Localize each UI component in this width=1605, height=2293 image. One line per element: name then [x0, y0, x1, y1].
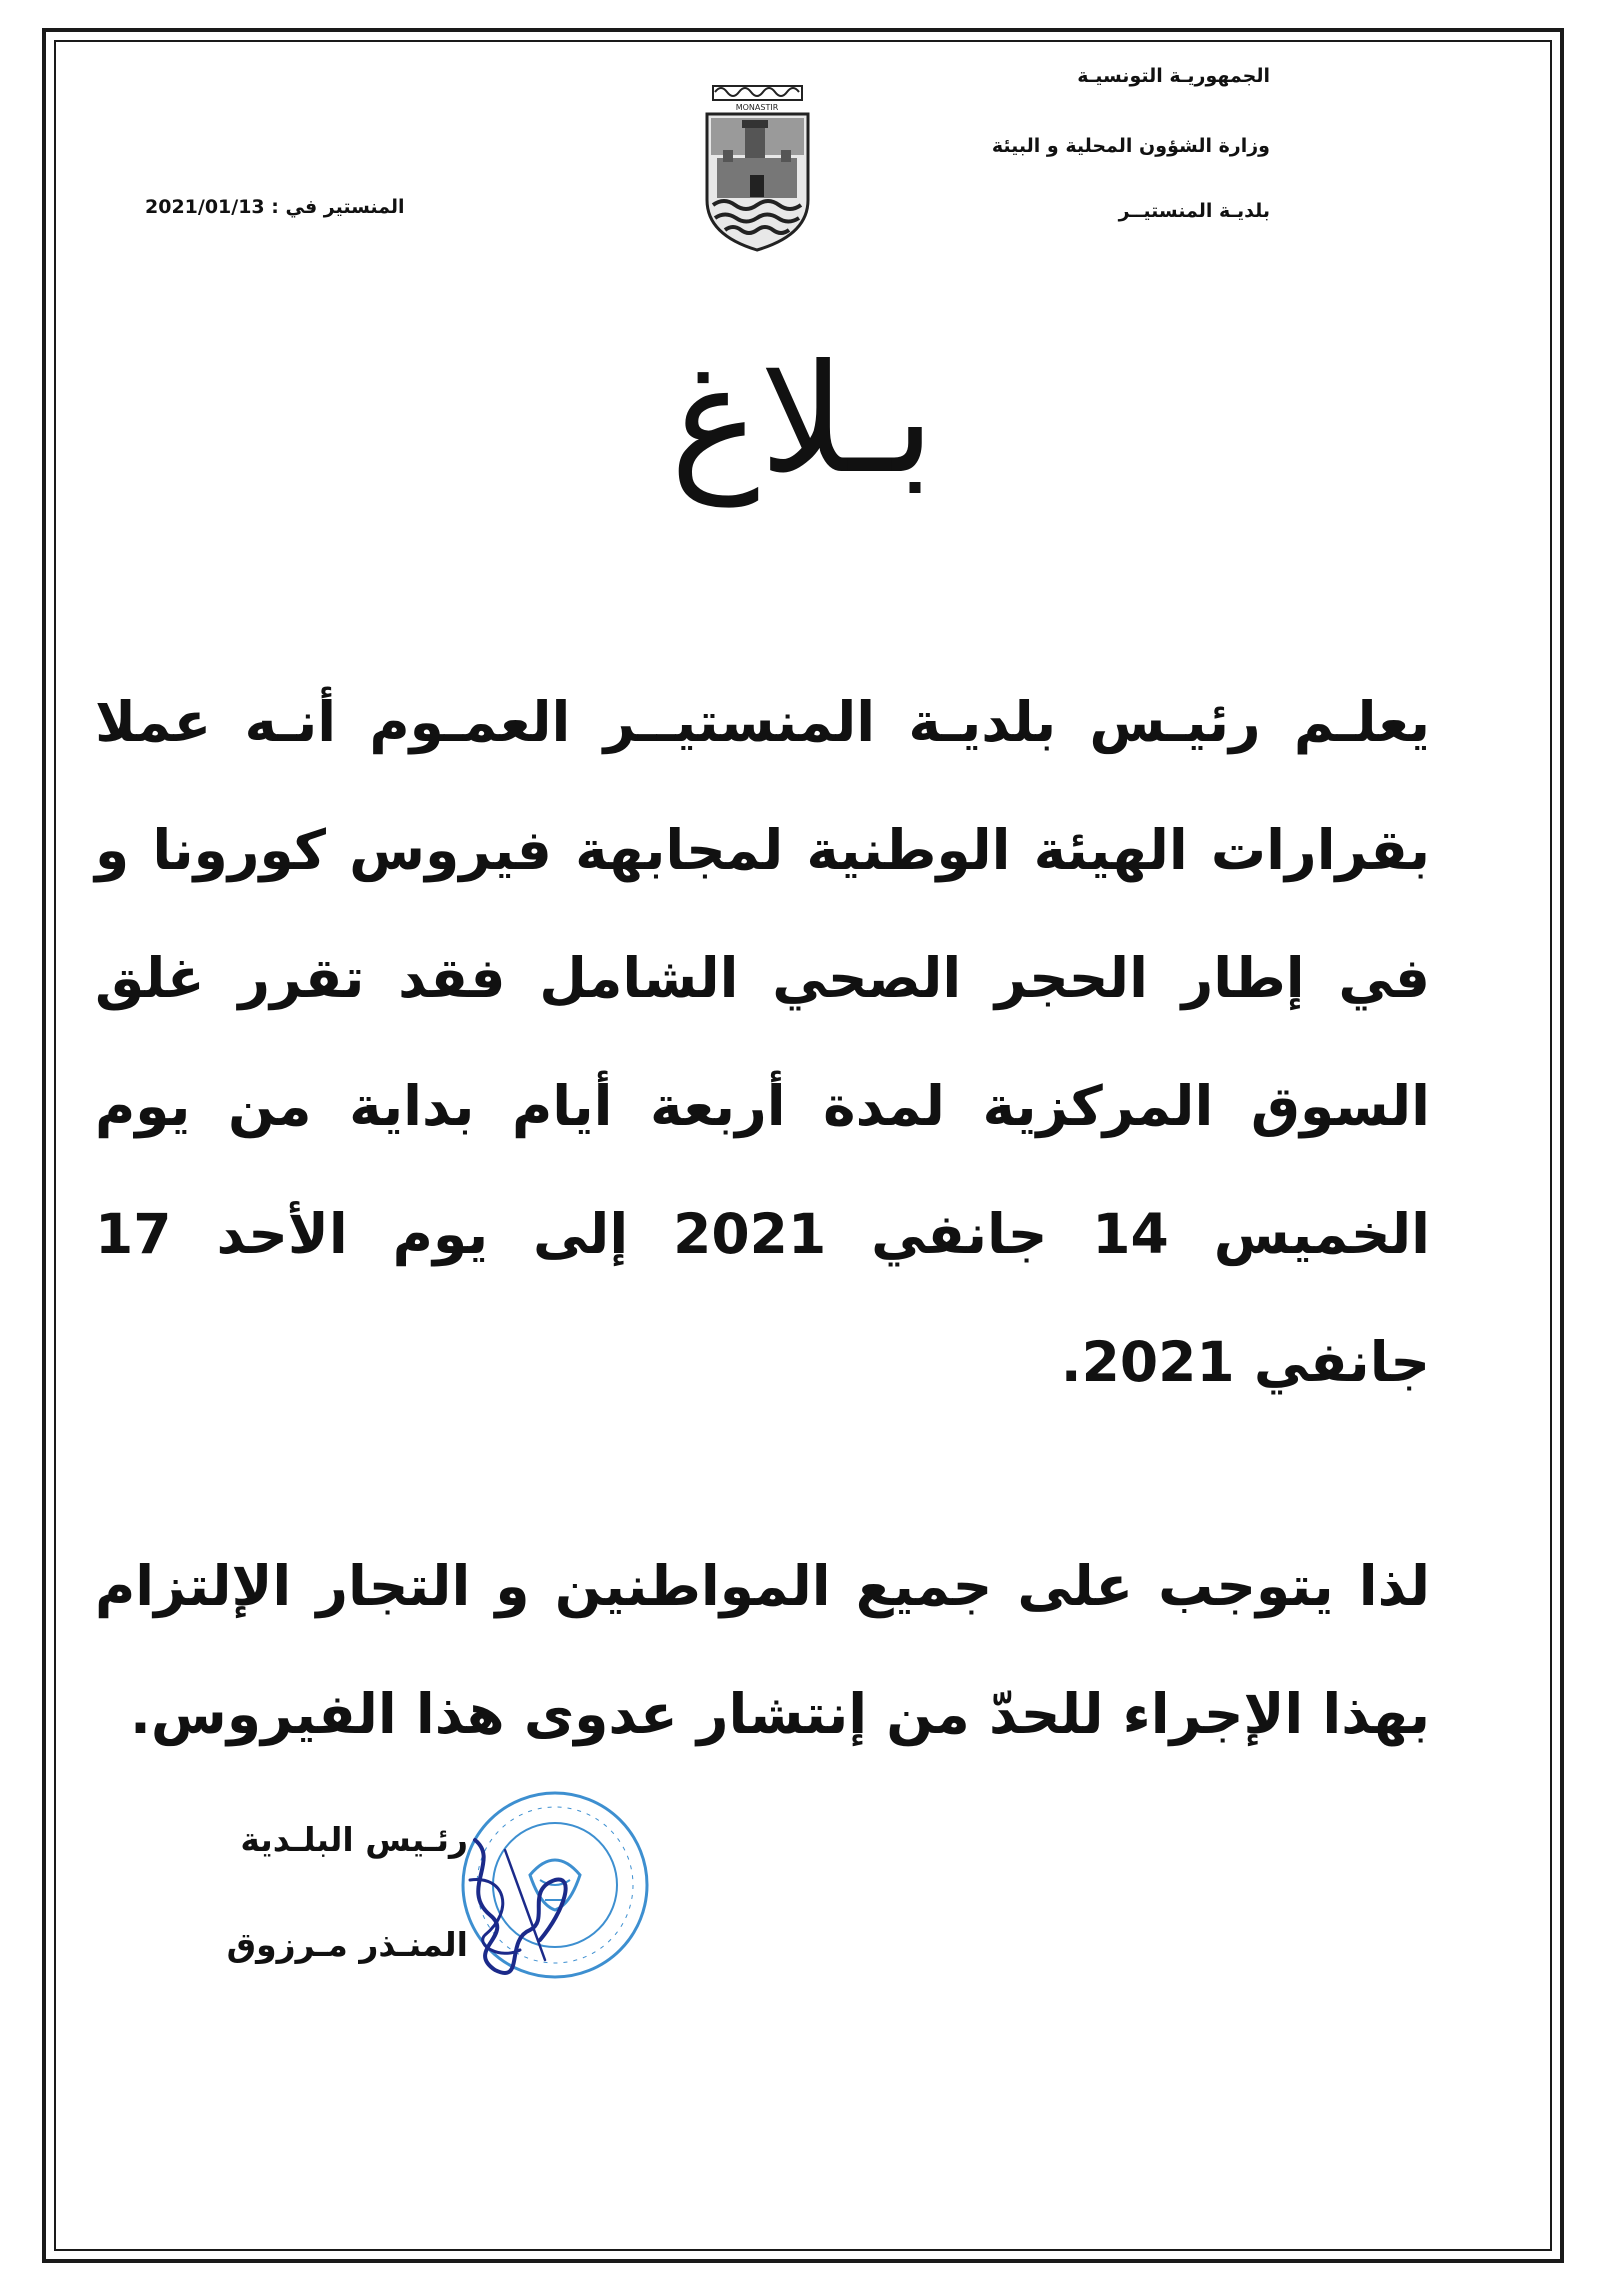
emblem-caption: MONASTIR — [735, 103, 779, 112]
notice-paragraph-1: يعلـم رئيـس بلديـة المنستيــر العمـوم أنـه عملا بقرارات الهيئة الوطنية لمجابهة فيروس كورونا و في إطار الحجر الصحي الشامل فقد تقرر غلق السوق المركزية لمدة أربعة أيام بداية من يوم الخميس 14 جانفي 2021 إلى يوم الأحد 17 جانفي 2021. — [95, 690, 1430, 1394]
signatory-name: المنـذر مـرزوق — [226, 1925, 468, 1964]
date-label: المنستير في : — [271, 196, 405, 218]
municipality-name: بلديـة المنستيــر — [1118, 200, 1270, 222]
municipality-emblem-logo — [695, 80, 820, 255]
notice-title: بـلاغ — [670, 333, 935, 507]
notice-paragraph-2: لذا يتوجب على جميع المواطنين و التجار الإلتزام بهذا الإجراء للحدّ من إنتشار عدوى هذا الفيروس. — [95, 1554, 1430, 1746]
notice-body — [95, 658, 1430, 1778]
date-value: 2021/01/13 — [145, 196, 265, 218]
ministry-name: وزارة الشؤون المحلية و البيئة — [991, 135, 1270, 157]
signatory-title: رئـيس البلـدية — [240, 1820, 468, 1859]
date-line — [145, 196, 405, 218]
country-name: الجمهوريـة التونسيـة — [1077, 65, 1270, 87]
